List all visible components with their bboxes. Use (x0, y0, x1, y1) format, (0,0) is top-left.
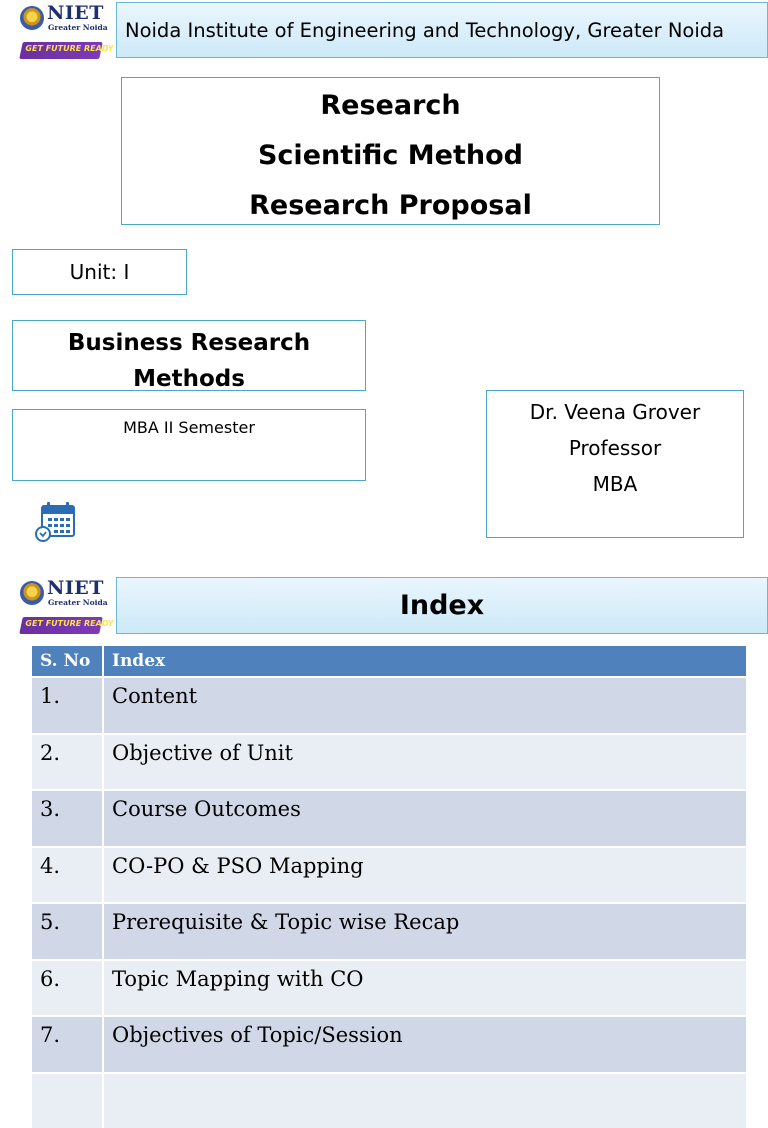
table-row (32, 847, 747, 904)
title-line-2: Scientific Method (122, 131, 659, 181)
title-line-3: Research Proposal (122, 181, 659, 231)
row-sno: 7. (32, 1016, 103, 1073)
table-row (32, 677, 747, 734)
row-item (103, 1073, 747, 1128)
logo-subtitle: Greater Noida (48, 598, 108, 607)
row-sno: 1. (32, 677, 103, 734)
index-table-wrap (32, 646, 748, 1024)
row-sno: 4. (32, 847, 103, 904)
title-line-1: Research (122, 81, 659, 131)
row-sno: 6. (32, 960, 103, 1017)
row-item: Course Outcomes (103, 790, 747, 847)
row-sno (32, 1073, 103, 1128)
faculty-name: Dr. Veena Grover (487, 394, 743, 430)
col-header-sno: S. No (32, 646, 103, 677)
table-row (32, 734, 747, 791)
index-header (116, 577, 768, 634)
row-item: Objectives of Topic/Session (103, 1016, 747, 1073)
logo-banner: GET FUTURE READY (19, 617, 103, 634)
calendar-icon[interactable] (33, 500, 77, 544)
logo-name: NIET (47, 2, 104, 24)
row-item: CO-PO & PSO Mapping (103, 847, 747, 904)
faculty-department: MBA (487, 466, 743, 502)
niet-logo (16, 2, 116, 64)
course-title: Business Research Methods (68, 330, 310, 392)
index-heading: Index (400, 590, 484, 621)
row-sno: 3. (32, 790, 103, 847)
unit-box (12, 249, 187, 295)
course-box (12, 320, 366, 391)
col-header-index: Index (103, 646, 747, 677)
table-row (32, 790, 747, 847)
institute-header (116, 2, 768, 58)
title-box (121, 77, 660, 225)
row-item: Content (103, 677, 747, 734)
niet-emblem-icon (20, 6, 44, 30)
logo-banner: GET FUTURE READY (19, 42, 103, 59)
row-item: Prerequisite & Topic wise Recap (103, 903, 747, 960)
unit-label: Unit: I (70, 260, 130, 284)
logo-subtitle: Greater Noida (48, 23, 108, 32)
semester-box (12, 409, 366, 481)
faculty-designation: Professor (487, 430, 743, 466)
table-row (32, 1073, 747, 1128)
niet-logo-2 (16, 577, 116, 639)
table-row (32, 903, 747, 960)
logo-name: NIET (47, 577, 104, 599)
institute-name: Noida Institute of Engineering and Technology, Greater Noida (125, 19, 724, 42)
faculty-box (486, 390, 744, 538)
table-row (32, 1016, 747, 1073)
semester-label: MBA II Semester (123, 418, 255, 437)
table-row (32, 960, 747, 1017)
index-table (32, 646, 748, 1128)
row-item: Objective of Unit (103, 734, 747, 791)
row-item: Topic Mapping with CO (103, 960, 747, 1017)
row-sno: 5. (32, 903, 103, 960)
row-sno: 2. (32, 734, 103, 791)
niet-emblem-icon (20, 581, 44, 605)
